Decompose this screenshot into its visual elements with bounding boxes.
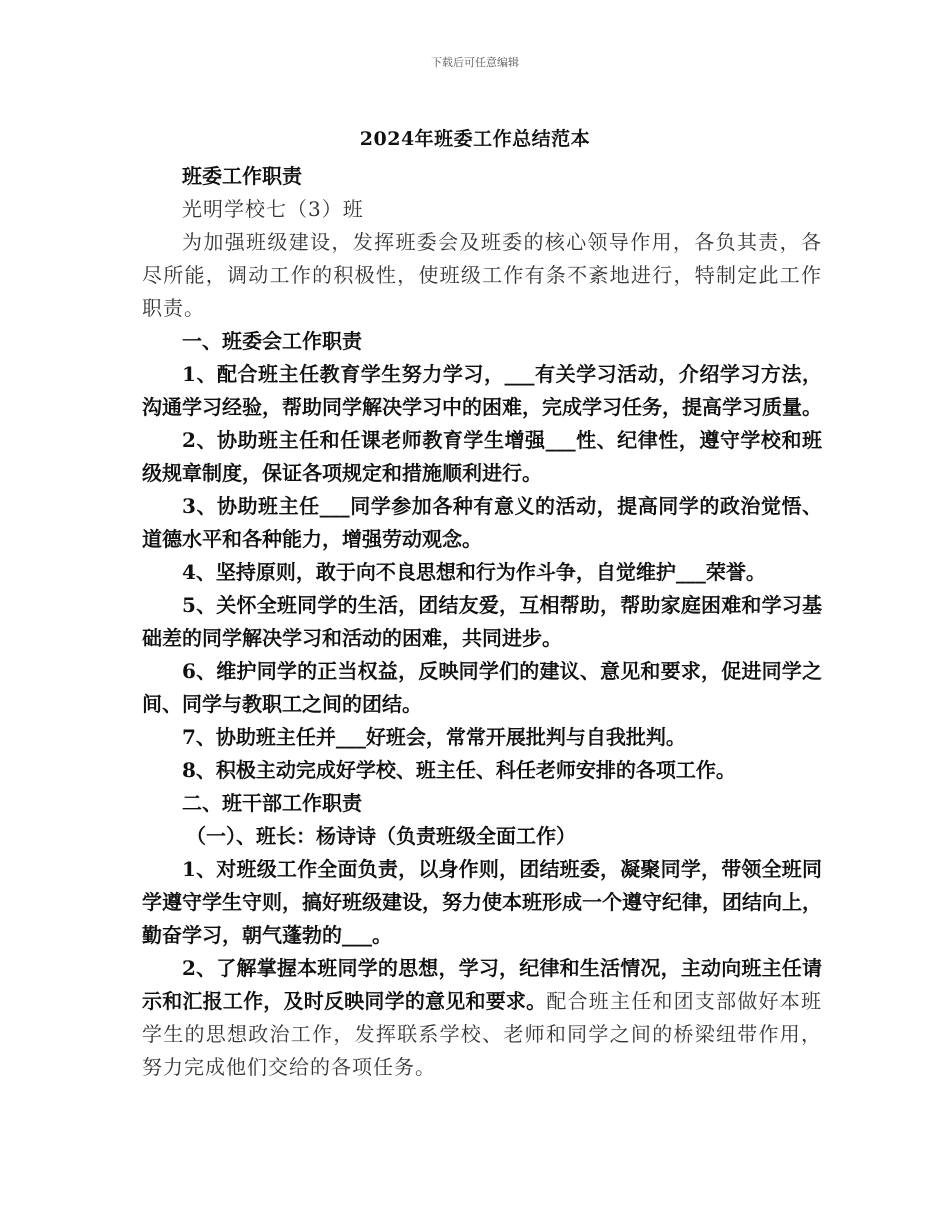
part1-item: 7、协助班主任并___好班会，常常开展批判与自我批判。	[182, 725, 686, 749]
header-note: 下载后可任意编辑	[431, 56, 519, 69]
monitor-item-2-bold: 2、了解掌握本班同学的思想，学习，纪律和生活情况，主动向班主任请示和汇报工作，及时反映同学的意见和要求。	[142, 956, 822, 1013]
duty-heading: 班委工作职责	[182, 164, 302, 188]
monitor-heading: （一）、班长：杨诗诗（负责班级全面工作）	[186, 824, 576, 848]
intro-paragraph: 为加强班级建设，发挥班委会及班委的核心领导作用，各负其责，各尽所能，调动工作的积极性，使班级工作有条不紊地进行，特制定此工作职责。	[142, 230, 822, 320]
school-class-line: 光明学校七（3）班	[182, 197, 364, 221]
part1-item: 3、协助班主任___同学参加各种有意义的活动，提高同学的政治觉悟、道德水平和各种能力，增强劳动观念。	[142, 494, 822, 551]
part1-item: 8、积极主动完成好学校、班主任、科任老师安排的各项工作。	[182, 758, 736, 782]
part1-item: 4、坚持原则，敢于向不良思想和行为作斗争，自觉维护___荣誉。	[182, 560, 766, 584]
monitor-item-2-rest: 配合班主任和团支部做好本班学生的思想政治工作，发挥联系学校、老师和同学之间的桥梁纽带作用，努力完成他们交给的各项任务。	[142, 989, 822, 1079]
part1-item: 1、配合班主任教育学生努力学习，___有关学习活动，介绍学习方法，沟通学习经验，帮助同学解决学习中的困难，完成学习任务，提高学习质量。	[142, 362, 822, 419]
part1-heading: 一、班委会工作职责	[182, 329, 362, 353]
document-body	[142, 160, 822, 1084]
part1-item: 2、协助班主任和任课老师教育学生增强___性、纪律性，遵守学校和班级规章制度，保证各项规定和措施顺利进行。	[142, 428, 822, 485]
monitor-item-2	[142, 952, 822, 1084]
part2-heading: 二、班干部工作职责	[182, 791, 362, 815]
document-title: 2024年班委工作总结范本	[359, 128, 591, 150]
part1-item: 5、关怀全班同学的生活，团结友爱，互相帮助，帮助家庭困难和学习基础差的同学解决学习和活动的困难，共同进步。	[142, 593, 822, 650]
part1-item: 6、维护同学的正当权益，反映同学们的建议、意见和要求，促进同学之间、同学与教职工之间的团结。	[142, 659, 822, 716]
monitor-item-1: 1、对班级工作全面负责，以身作则，团结班委，凝聚同学，带领全班同学遵守学生守则，搞好班级建设，努力使本班形成一个遵守纪律，团结向上，勤奋学习，朝气蓬勃的___。	[142, 857, 822, 947]
